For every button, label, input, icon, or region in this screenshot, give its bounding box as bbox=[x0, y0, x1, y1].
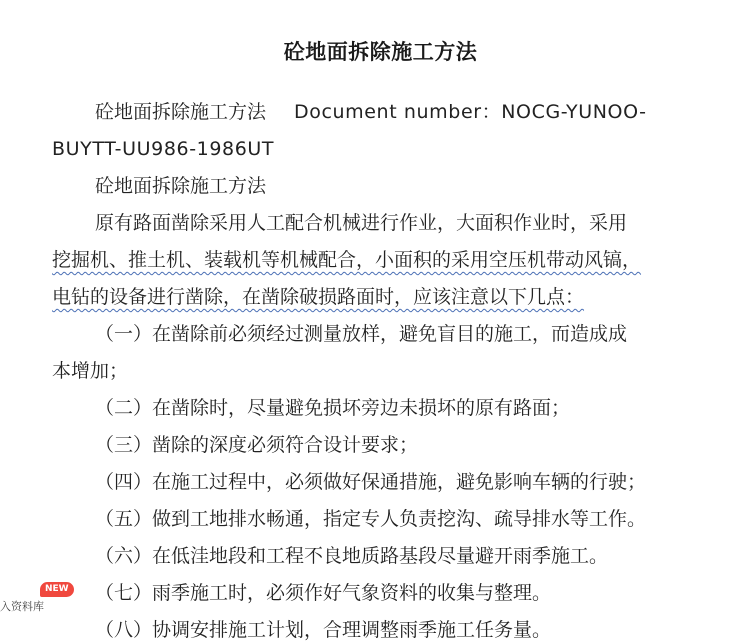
intro-line-2: 挖掘机、推土机、装载机等机械配合，小面积的采用空压机带动风镐， bbox=[52, 249, 642, 271]
intro-line-1: 原有路面凿除采用人工配合机械进行作业，大面积作业时，采用 bbox=[95, 212, 628, 234]
heading-label: 砼地面拆除施工方法 bbox=[95, 101, 267, 123]
document-number-line bbox=[95, 99, 647, 125]
document-subtitle: 砼地面拆除施工方法 bbox=[95, 175, 267, 197]
list-item-8: （八）协调安排施工计划，合理调整雨季施工任务量。 bbox=[95, 619, 552, 641]
list-item-1-line-2: 本增加； bbox=[52, 360, 129, 382]
add-to-library-label[interactable]: 入资料库 bbox=[0, 600, 44, 613]
list-item-7: （七）雨季施工时，必须作好气象资料的收集与整理。 bbox=[95, 582, 552, 604]
list-item-4: （四）在施工过程中，必须做好保通措施，避免影响车辆的行驶； bbox=[95, 471, 647, 493]
new-badge: NEW bbox=[40, 582, 74, 597]
add-to-library-widget[interactable] bbox=[0, 582, 80, 612]
document-title: 砼地面拆除施工方法 bbox=[283, 40, 478, 64]
document-number-part1: Document number：NOCG-YUNOO- bbox=[294, 101, 647, 123]
list-item-5: （五）做到工地排水畅通，指定专人负责挖沟、疏导排水等工作。 bbox=[95, 508, 647, 530]
list-item-1-line-1: （一）在凿除前必须经过测量放样，避免盲目的施工，而造成成 bbox=[95, 323, 628, 345]
list-item-2: （二）在凿除时，尽量避免损坏旁边未损坏的原有路面； bbox=[95, 397, 571, 419]
list-item-3: （三）凿除的深度必须符合设计要求； bbox=[95, 434, 419, 456]
intro-line-3: 电钻的设备进行凿除，在凿除破损路面时，应该注意以下几点： bbox=[52, 286, 585, 308]
document-number-part2: BUYTT-UU986-1986UT bbox=[52, 138, 275, 160]
list-item-6: （六）在低洼地段和工程不良地质路基段尽量避开雨季施工。 bbox=[95, 545, 609, 567]
